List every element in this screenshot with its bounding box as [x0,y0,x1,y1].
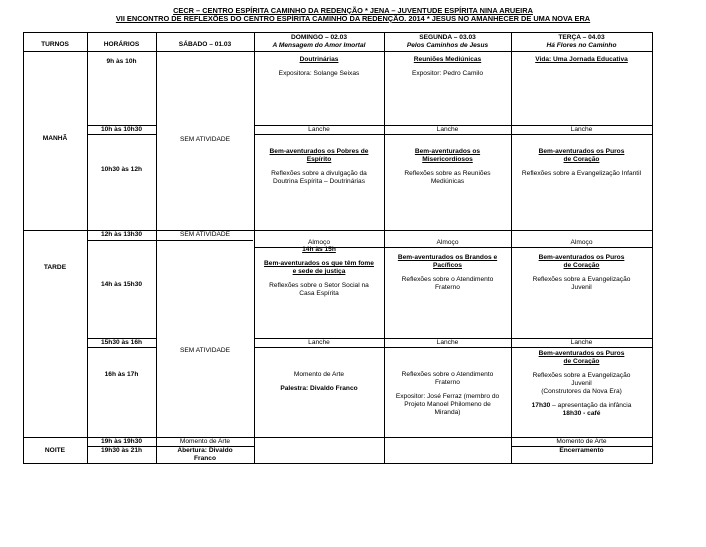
sabado-tarde: SEM ATIVIDADE [179,347,231,354]
column-header-turnos: TURNOS [41,41,69,48]
domingo-tarde-session [254,246,384,316]
domingo-date: DOMINGO – 02.03 [290,33,348,41]
segunda-almoco: Almoço [436,238,459,246]
terca-momento-arte: Momento de Arte [556,437,607,445]
column-header-sabado: SÁBADO – 01.03 [178,41,232,48]
session-speaker: Expositor: José Ferraz (membro do Projeto Manoel Philomeno de Miranda) [395,393,500,416]
session-title: Vida: Uma Jornada Educativa [535,56,628,63]
session-title: Reuniões Mediúnicas [413,56,482,63]
terca-tarde-session [511,254,652,304]
session-description: Reflexões sobre a Evangelização Juvenil [532,372,631,387]
session-description-note: (Construtores da Nova Era) [541,388,622,395]
session-description: Reflexões sobre as Reuniões Mediúnicas [404,170,491,185]
terca-encerramento: Encerramento [559,446,604,454]
turno-manha: MANHÃ [42,135,68,142]
sabado-abertura: Abertura: Divaldo Franco [177,447,233,462]
domingo-lanche: Lanche [308,125,330,133]
terca-lanche: Lanche [570,125,593,133]
turno-tarde: TARDE [43,264,67,271]
cafe: 18h30 - café [562,410,601,417]
session-title: Bem-aventurados os Misericordiosos [414,148,481,163]
domingo-lanche-2: Lanche [308,338,330,346]
segunda-lanche-2: Lanche [436,338,459,346]
segunda-date: SEGUNDA – 03.03 [419,33,476,41]
time-slot: 12h às 13h30 [100,231,143,238]
time-slot: 15h30 às 16h [100,338,143,346]
domingo-theme: A Mensagem do Amor Imortal [272,41,366,49]
session-title: Bem-aventurados os Puros de Coração [538,350,625,365]
terca-theme: Há Flores no Caminho [546,41,617,49]
domingo-manha-session [254,56,384,82]
session-description: Reflexões sobre o Atendimento Fraterno [401,276,494,291]
segunda-lanche: Lanche [436,125,459,133]
session-title: Doutrinárias [299,56,339,63]
time-slot: 10h às 10h30 [100,125,143,133]
sabado-almoco: SEM ATIVIDADE [179,231,231,238]
session-title: Bem-aventurados os Puros de Coração [538,148,625,163]
sabado-manha: SEM ATIVIDADE [179,136,231,143]
time-slot: 9h às 10h [106,58,137,65]
apresentacao-label: – apresentação da infância [550,402,632,409]
domingo-almoco: Almoço [308,238,330,246]
terca-almoco: Almoço [570,238,593,246]
terca-date: TERÇA – 04.03 [558,33,605,41]
column-header-terca [511,32,652,51]
time-slot: 19h às 19h30 [100,437,143,445]
time-slot: 14h às 15h30 [100,281,143,288]
session-description: Reflexões sobre o Atendimento Fraterno [401,371,494,386]
domingo-morning-reflection [254,148,384,198]
terca-lanche-2: Lanche [570,338,593,346]
palestra: Palestra: Divaldo Franco [280,385,358,392]
session-speaker: Expositora: Solange Seixas [278,70,360,77]
terca-evening [511,350,652,435]
column-header-segunda [384,32,511,51]
header-line-2: VII ENCONTRO DE REFLEXÕES DO CENTRO ESPÍRITA CAMINHO DA REDENÇÃO. 2014 * JESUS NO AMANHECER DE UMA NOVA ERA [115,14,591,23]
session-description: Reflexões sobre a Evangelização Juvenil [532,276,631,291]
time-slot: 10h30 às 12h [100,166,143,173]
session-title: Bem-aventurados os Brandos e Pacíficos [397,254,498,269]
apresentacao-infancia [532,402,632,410]
column-header-horarios: HORÁRIOS [103,41,140,48]
session-speaker: Expositor: Pedro Camilo [411,70,484,77]
terca-morning-reflection [511,148,652,188]
header-line-1: CECR – CENTRO ESPÍRITA CAMINHO DA REDENÇÃO * JENA – JUVENTUDE ESPÍRITA NINA ARUEIRA [173,6,533,15]
turno-noite: NOITE [44,447,66,454]
domingo-evening [254,371,384,401]
session-description: Reflexões sobre o Setor Social na Casa Espírita [269,282,369,297]
column-header-domingo [254,32,384,51]
session-description: Reflexões sobre a divulgação da Doutrina Espírita – Doutrinárias [271,170,367,185]
segunda-manha-session [384,56,511,82]
segunda-evening [384,371,511,423]
session-description: Reflexões sobre a Evangelização Infantil [521,170,642,177]
sabado-momento-arte: Momento de Arte [179,437,231,445]
time-slot: 16h às 17h [104,371,139,378]
session-title: Bem-aventurados os que têm fome e sede de justiça [264,260,374,275]
session-time: 14h às 15h [302,246,336,253]
session-title: Bem-aventurados os Pobres de Espírito [269,148,369,163]
time-slot: 19h30 às 21h [100,446,143,454]
segunda-tarde-session [384,254,511,304]
momento-de-arte: Momento de Arte [293,371,345,378]
segunda-morning-reflection [384,148,511,198]
terca-manha-session [511,56,652,68]
apresentacao-time: 17h30 [531,402,551,409]
session-title: Bem-aventurados os Puros de Coração [538,254,625,269]
segunda-theme: Pelos Caminhos de Jesus [406,41,489,49]
